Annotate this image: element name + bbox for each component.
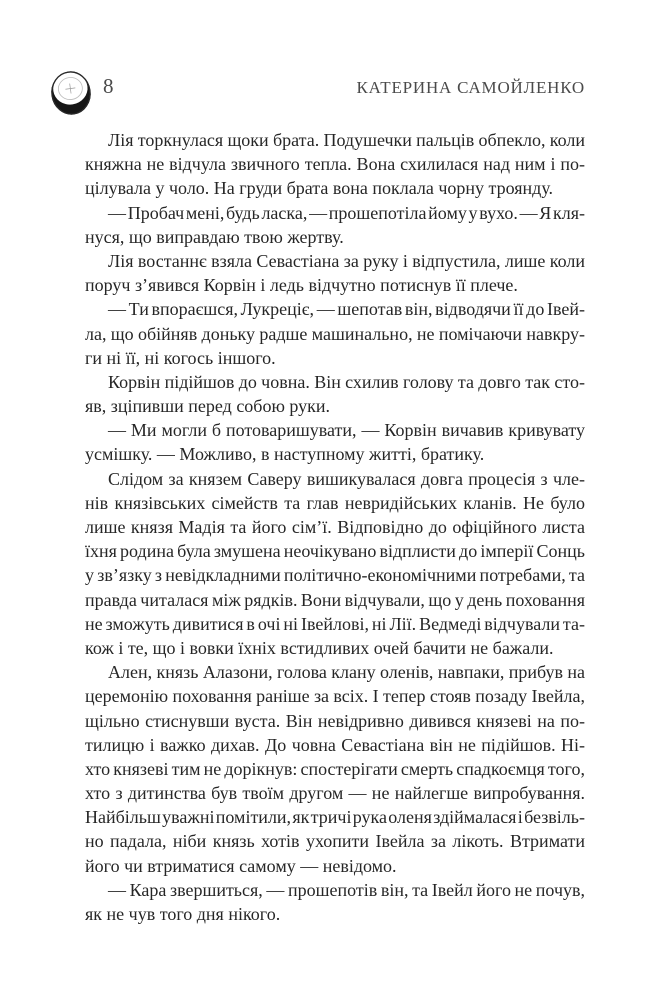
text-line: ги ні її, ні когось іншого. xyxy=(85,347,276,368)
paragraph xyxy=(85,128,585,201)
paragraph xyxy=(85,418,585,466)
text-line: їхня родина була змушена неочікувано відплисти до імперії Сонць xyxy=(85,541,585,562)
paragraph xyxy=(85,467,585,661)
text-line: усмішку. — Можливо, в наступному житті, братику. xyxy=(85,444,485,465)
text-line: — Кара звершиться, — прошепотів він, та Івейл його не почув, xyxy=(108,879,585,900)
text-line: кож і те, що і вовки їхніх встидливих очей бачити не бажали. xyxy=(85,637,554,658)
text-line: правда читалася між рядків. Вони відчували, що у день поховання xyxy=(85,589,585,610)
text-line: церемонію поховання раніше за всіх. І тепер стояв позаду Івейла, xyxy=(85,686,585,707)
text-line: нуся, що виправдаю твою жертву. xyxy=(85,226,344,247)
text-line: не зможуть дивитися в очі ні Івейлові, ні Лії. Ведмеді відчували та- xyxy=(85,613,585,634)
paragraph xyxy=(85,249,585,297)
text-line: його чи втриматися самому — невідомо. xyxy=(85,855,397,876)
text-line: Найбільш уважні помітили, як тричі рука оленя здіймалася і безвіль- xyxy=(85,807,585,828)
text-line: — Ти впораєшся, Лукреціє, — шепотав він, відводячи її до Івей- xyxy=(108,299,585,320)
text-line: хто князеві тим не дорікнув: спостерігати смерть спадкоємця того, xyxy=(85,758,585,779)
running-header-author: КАТЕРИНА САМОЙЛЕНКО xyxy=(356,78,585,97)
text-line: поруч з’явився Корвін і ледь відчутно потиснув її плече. xyxy=(85,275,518,296)
text-line: щільно стиснувши вуста. Він невідривно дивився князеві на по- xyxy=(85,710,585,731)
text-line: — Ми могли б потоваришувати, — Корвін вичавив кривувату xyxy=(108,420,585,441)
paragraph xyxy=(85,660,585,878)
body-text xyxy=(85,128,585,926)
text-line: у зв’язку з невідкладними політично-економічними потребами, та xyxy=(85,565,586,586)
paragraph xyxy=(85,201,585,249)
text-line: Ален, князь Алазони, голова клану оленів, навпаки, прибув на xyxy=(108,662,585,683)
moon-eclipse-logo-icon xyxy=(50,69,92,117)
text-line: хто з дитинства був твоїм другом — не найлегше випробування. xyxy=(85,783,585,804)
text-line: Лія торкнулася щоки брата. Подушечки пальців обпекло, коли xyxy=(108,130,585,150)
page-number: 8 xyxy=(103,74,114,98)
text-line: цілувала у чоло. На груди брата вона поклала чорну троянду. xyxy=(85,178,554,199)
text-line: — Пробач мені, будь ласка, — прошепотіла йому у вухо. — Я кля- xyxy=(108,202,585,223)
paragraph xyxy=(85,878,585,926)
text-line: княжна не відчула звичного тепла. Вона схилилася над ним і по- xyxy=(85,154,585,175)
text-line: но падала, ніби князь хотів ухопити Івейла за лікоть. Втримати xyxy=(85,831,585,852)
text-line: Корвін підійшов до човна. Він схилив голову та довго так сто- xyxy=(108,371,585,392)
text-line: яв, зціпивши перед собою руки. xyxy=(85,396,331,417)
page-header xyxy=(0,0,657,120)
paragraph xyxy=(85,370,585,418)
text-line: нів князівських сімейств та глав невридійських кланів. Не було xyxy=(85,492,585,513)
text-line: ла, що обійняв доньку радше машинально, не помічаючи навкру- xyxy=(85,323,585,344)
paragraph xyxy=(85,297,585,370)
text-line: тилицю і важко дихав. До човна Севастіана він не підійшов. Ні- xyxy=(85,734,585,755)
text-line: Слідом за князем Саверу вишикувалася довга процесія з чле- xyxy=(108,468,585,489)
text-line: лише князя Мадія та його сім’ї. Відповідно до офіційного листа xyxy=(85,517,585,537)
text-line: як не чув того дня нікого. xyxy=(85,904,281,924)
text-line: Лія востаннє взяла Севастіана за руку і відпустила, лише коли xyxy=(108,250,585,271)
